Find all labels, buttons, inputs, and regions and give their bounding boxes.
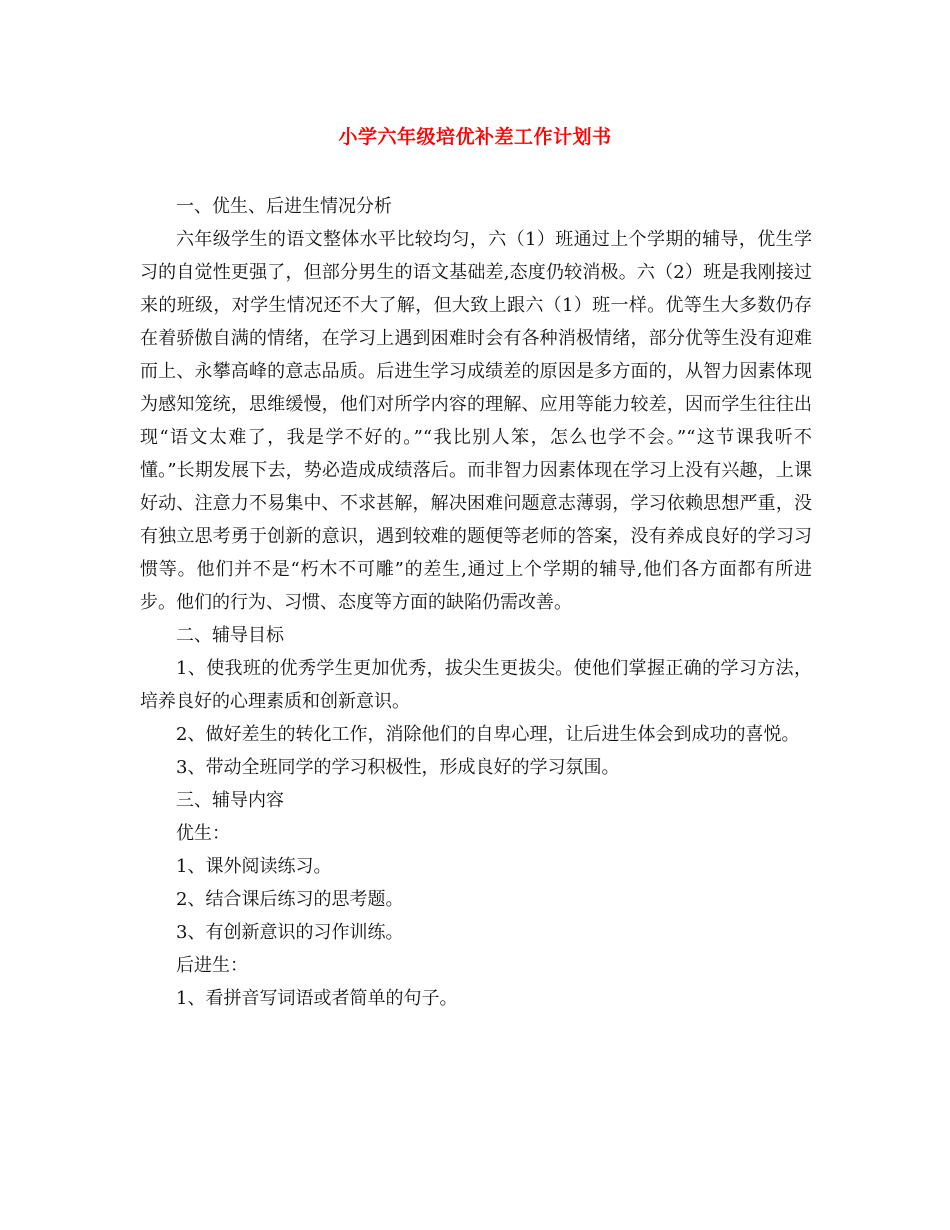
subheading: 后进生： [176, 955, 248, 976]
section-heading: 二、辅导目标 [176, 625, 284, 646]
subheading: 优生： [176, 823, 230, 844]
body-paragraph: 1、使我班的优秀学生更加优秀，拔尖生更拔尖。使他们掌握正确的学习方法，培养良好的心理素质和创新意识。 [140, 658, 812, 712]
document-title: 小学六年级培优补差工作计划书 [338, 126, 612, 148]
list-item: 1、课外阅读练习。 [176, 856, 332, 877]
body-paragraph: 2、做好差生的转化工作，消除他们的自卑心理，让后进生体会到成功的喜悦。 [176, 724, 800, 745]
body-paragraph: 六年级学生的语文整体水平比较均匀，六（1）班通过上个学期的辅导，优生学习的自觉性更强了，但部分男生的语文基础差,态度仍较消极。六（2）班是我刚接过来的班级，对学生情况还不大了解，但大致上跟六（1）班一样。优等生大多数仍存在着骄傲自满的情绪，在学习上遇到困难时会有各种消极情绪，部分优等生没有迎难而上、永攀高峰的意志品质。后进生学习成绩差的原因是多方面的，从智力因素体现为感知笼统，思维缓慢，他们对所学内容的理解、应用等能力较差，因而学生往往出现“语文太难了，我是学不好的。”“我比别人笨，怎么也学不会。”“这节课我听不懂。”长期发展下去，势必造成成绩落后。而非智力因素体现在学习上没有兴趣，上课好动、注意力不易集中、不求甚解，解决困难问题意志薄弱，学习依赖思想严重，没有独立思考勇于创新的意识，遇到较难的题便等老师的答案，没有养成良好的学习习惯等。他们并不是“朽木不可雕”的差生,通过上个学期的辅导,他们各方面都有所进步。他们的行为、习惯、态度等方面的缺陷仍需改善。 [140, 229, 812, 613]
section-heading: 三、辅导内容 [176, 790, 284, 811]
section-heading: 一、优生、后进生情况分析 [176, 196, 392, 217]
document-body [140, 190, 812, 1015]
list-item: 3、有创新意识的习作训练。 [176, 922, 404, 943]
list-item: 1、看拼音写词语或者简单的句子。 [176, 988, 458, 1009]
list-item: 2、结合课后练习的思考题。 [176, 889, 404, 910]
body-paragraph: 3、带动全班同学的学习积极性，形成良好的学习氛围。 [176, 757, 620, 778]
